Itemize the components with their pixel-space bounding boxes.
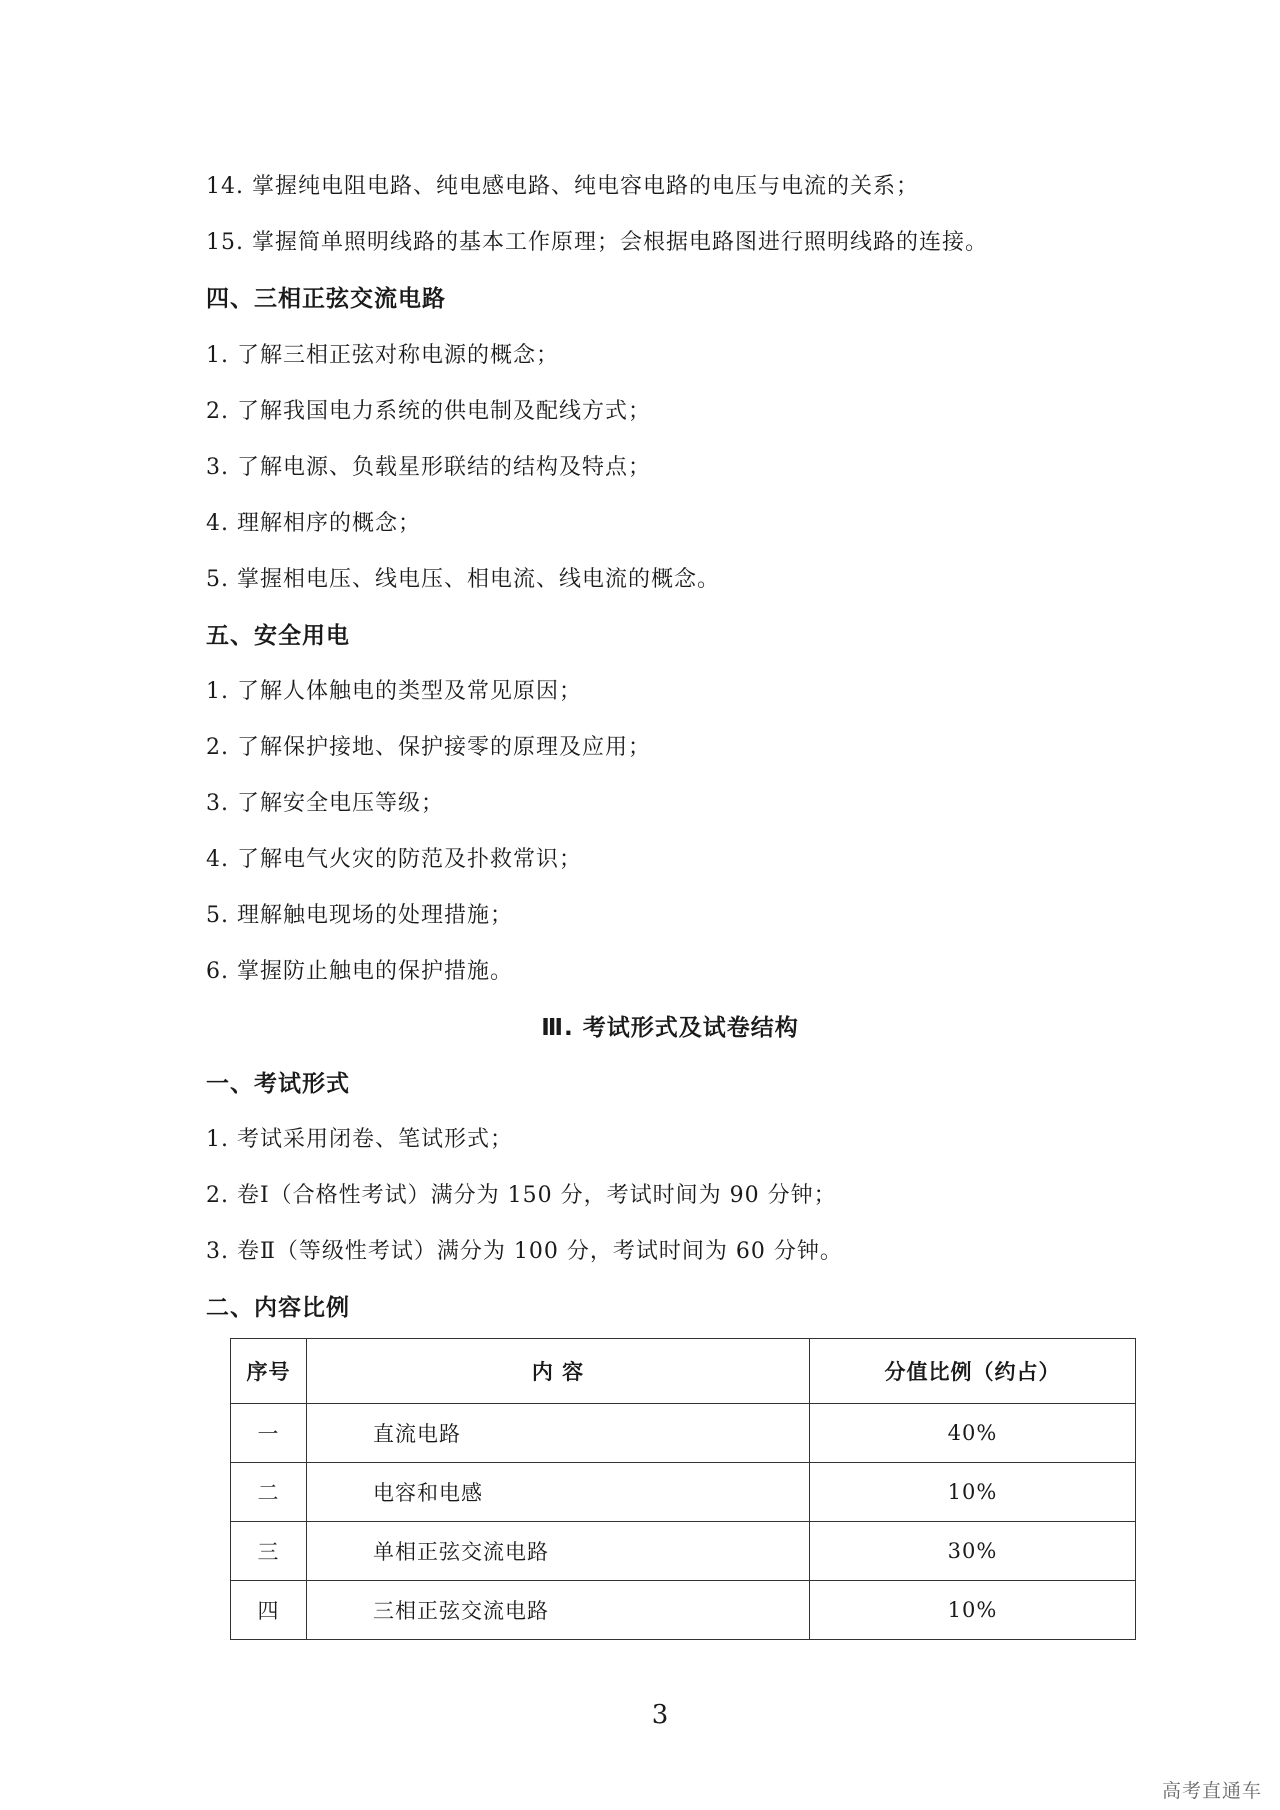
exam-form-heading: 一、考试形式	[206, 1071, 350, 1097]
section5-item-4: 4. 了解电气火灾的防范及扑救常识；	[206, 847, 582, 872]
header-content: 内 容	[307, 1339, 810, 1404]
exam-form-item-1: 1. 考试采用闭卷、笔试形式；	[206, 1127, 513, 1152]
section5-item-5: 5. 理解触电现场的处理措施；	[206, 903, 513, 928]
content-ratio-heading: 二、内容比例	[206, 1295, 350, 1321]
row-ratio: 10%	[810, 1463, 1136, 1522]
section4-item-3: 3. 了解电源、负载星形联结的结构及特点；	[206, 455, 651, 480]
table-row	[231, 1463, 1136, 1522]
row-content: 三相正弦交流电路	[307, 1581, 810, 1640]
section4-item-5: 5. 掌握相电压、线电压、相电流、线电流的概念。	[206, 567, 720, 592]
page-number: 3	[651, 1700, 669, 1730]
section5-item-6: 6. 掌握防止触电的保护措施。	[206, 959, 513, 984]
header-seq: 序号	[231, 1339, 307, 1404]
watermark: 高考直通车	[1161, 1780, 1262, 1802]
row-ratio: 10%	[810, 1581, 1136, 1640]
content-ratio-table	[230, 1338, 1136, 1640]
table-row	[231, 1404, 1136, 1463]
header-ratio: 分值比例（约占）	[810, 1339, 1136, 1404]
table-header-row	[231, 1339, 1136, 1404]
row-seq: 一	[231, 1404, 307, 1463]
section3-item-15: 15. 掌握简单照明线路的基本工作原理；会根据电路图进行照明线路的连接。	[206, 230, 988, 255]
section4-heading: 四、三相正弦交流电路	[206, 286, 446, 312]
section4-item-1: 1. 了解三相正弦对称电源的概念；	[206, 343, 559, 368]
row-content: 直流电路	[307, 1404, 810, 1463]
table-row	[231, 1581, 1136, 1640]
table-row	[231, 1522, 1136, 1581]
part3-title: Ⅲ. 考试形式及试卷结构	[541, 1015, 799, 1041]
exam-form-item-3: 3. 卷Ⅱ（等级性考试）满分为 100 分，考试时间为 60 分钟。	[206, 1239, 843, 1264]
row-seq: 二	[231, 1463, 307, 1522]
section5-item-1: 1. 了解人体触电的类型及常见原因；	[206, 679, 582, 704]
section3-item-14: 14. 掌握纯电阻电路、纯电感电路、纯电容电路的电压与电流的关系；	[206, 174, 919, 199]
row-ratio: 30%	[810, 1522, 1136, 1581]
row-ratio: 40%	[810, 1404, 1136, 1463]
section5-heading: 五、安全用电	[206, 623, 350, 649]
section5-item-2: 2. 了解保护接地、保护接零的原理及应用；	[206, 735, 651, 760]
exam-form-item-2: 2. 卷Ⅰ（合格性考试）满分为 150 分，考试时间为 90 分钟；	[206, 1183, 837, 1208]
section4-item-2: 2. 了解我国电力系统的供电制及配线方式；	[206, 399, 651, 424]
row-content: 单相正弦交流电路	[307, 1522, 810, 1581]
section4-item-4: 4. 理解相序的概念；	[206, 511, 421, 536]
row-seq: 三	[231, 1522, 307, 1581]
section5-item-3: 3. 了解安全电压等级；	[206, 791, 444, 816]
row-content: 电容和电感	[307, 1463, 810, 1522]
row-seq: 四	[231, 1581, 307, 1640]
